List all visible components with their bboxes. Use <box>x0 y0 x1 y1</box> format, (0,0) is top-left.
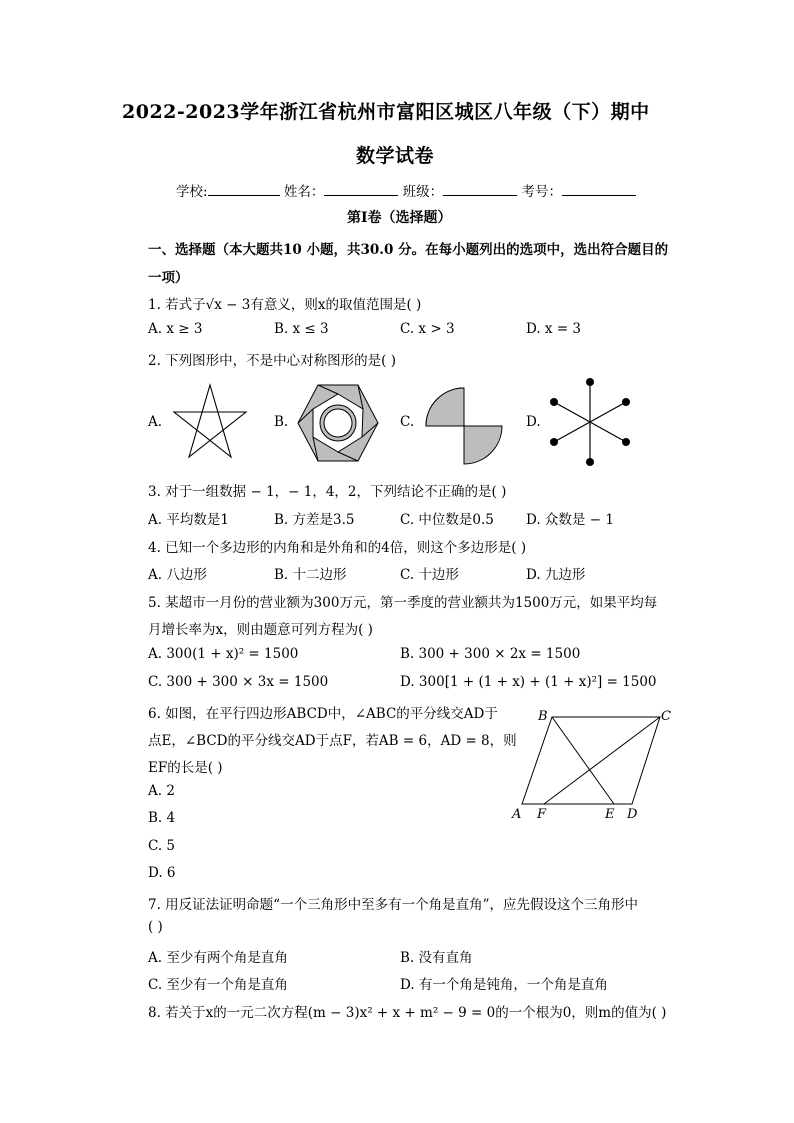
class-label: 班级： <box>402 184 444 200</box>
q6-stem-cont2: EF的长是( ) <box>148 760 223 776</box>
label-f: F <box>537 807 547 822</box>
school-blank[interactable] <box>208 181 280 196</box>
section-header: 一、选择题（本大题共10 小题，共30.0 分。在每小题列出的选项中，选出符合题目的 <box>148 242 669 258</box>
q6-option-c[interactable]: C. 5 <box>148 838 176 854</box>
q3-option-b[interactable]: B. 方差是3.5 <box>274 512 355 528</box>
q5-stem-cont: 月增长率为x，则由题意可列方程为( ) <box>148 622 373 638</box>
q6-stem-cont: 点E，∠BCD的平分线交AD于点F，若AB = 6，AD = 8，则 <box>148 733 517 749</box>
q2-option-b[interactable]: B. <box>274 414 289 430</box>
q5-option-c[interactable]: C. 300 + 300 × 3x = 1500 <box>148 674 329 690</box>
volume-title: 第I卷（选择题） <box>347 210 452 226</box>
q2-stem: 2. 下列图形中，不是中心对称图形的是( ) <box>148 353 396 369</box>
q6-stem: 6. 如图，在平行四边形ABCD中，∠ABC的平分线交AD于 <box>148 706 498 722</box>
q6-option-a[interactable]: A. 2 <box>148 783 175 799</box>
exam-no-blank[interactable] <box>562 181 636 196</box>
q2-option-d[interactable]: D. <box>526 414 541 430</box>
section-header-cont: 一项） <box>148 270 189 286</box>
q5-stem: 5. 某超市一月份的营业额为300万元，第一季度的营业额共为1500万元，如果平均每 <box>148 595 658 611</box>
q7-option-d[interactable]: D. 有一个角是钝角，一个角是直角 <box>400 977 608 993</box>
q7-option-b[interactable]: B. 没有直角 <box>400 950 473 966</box>
q7-option-c[interactable]: C. 至少有一个角是直角 <box>148 977 288 993</box>
label-d: D <box>627 807 638 822</box>
q1-option-b[interactable]: B. x ≤ 3 <box>274 321 329 337</box>
q4-option-d[interactable]: D. 九边形 <box>526 567 586 583</box>
page-subtitle: 数学试卷 <box>356 145 435 167</box>
hexagon-figure <box>296 382 380 464</box>
q7-stem-cont: ( ) <box>148 919 163 935</box>
exam-no-label: 考号： <box>521 184 562 200</box>
asterisk-figure <box>548 378 632 468</box>
info-line <box>176 180 636 200</box>
q1-option-d[interactable]: D. x = 3 <box>526 321 582 337</box>
q4-stem: 4. 已知一个多边形的内角和是外角和的4倍，则这个多边形是( ) <box>148 540 527 556</box>
label-a: A <box>512 807 522 822</box>
label-c: C <box>661 709 671 724</box>
q4-option-c[interactable]: C. 十边形 <box>400 567 459 583</box>
q7-stem: 7. 用反证法证明命题“一个三角形中至多有一个角是直角”，应先假设这个三角形中 <box>148 897 638 913</box>
q2-option-c[interactable]: C. <box>400 414 415 430</box>
pinwheel-figure <box>422 386 506 466</box>
label-e: E <box>605 807 615 822</box>
class-blank[interactable] <box>443 181 517 196</box>
q4-option-a[interactable]: A. 八边形 <box>148 567 207 583</box>
q1-stem: 1. 若式子√x − 3有意义，则x的取值范围是( ) <box>148 297 422 313</box>
q5-option-d[interactable]: D. 300[1 + (1 + x) + (1 + x)²] = 1500 <box>400 674 657 690</box>
page-title: 2022-2023学年浙江省杭州市富阳区城区八年级（下）期中 <box>122 101 650 123</box>
q5-option-a[interactable]: A. 300(1 + x)² = 1500 <box>148 646 299 662</box>
label-b: B <box>538 709 548 724</box>
q6-option-b[interactable]: B. 4 <box>148 810 176 826</box>
q1-option-c[interactable]: C. x > 3 <box>400 321 455 337</box>
name-label: 姓名： <box>283 184 325 200</box>
q1-option-a[interactable]: A. x ≥ 3 <box>148 321 203 337</box>
q3-option-d[interactable]: D. 众数是 − 1 <box>526 512 614 528</box>
q3-option-c[interactable]: C. 中位数是0.5 <box>400 512 494 528</box>
q7-option-a[interactable]: A. 至少有两个角是直角 <box>148 950 288 966</box>
q4-option-b[interactable]: B. 十二边形 <box>274 567 347 583</box>
name-blank[interactable] <box>324 181 398 196</box>
q2-option-a[interactable]: A. <box>148 414 163 430</box>
parallelogram-figure <box>508 705 678 823</box>
school-label: 学校: <box>176 184 208 200</box>
q6-option-d[interactable]: D. 6 <box>148 865 176 881</box>
q3-stem: 3. 对于一组数据 − 1，− 1，4，2，下列结论不正确的是( ) <box>148 484 507 500</box>
star-figure <box>170 382 250 464</box>
q5-option-b[interactable]: B. 300 + 300 × 2x = 1500 <box>400 646 581 662</box>
q8-stem: 8. 若关于x的一元二次方程(m − 3)x² + x + m² − 9 = 0的一个根为0，则m的值为( ) <box>148 1005 667 1021</box>
q3-option-a[interactable]: A. 平均数是1 <box>148 512 229 528</box>
